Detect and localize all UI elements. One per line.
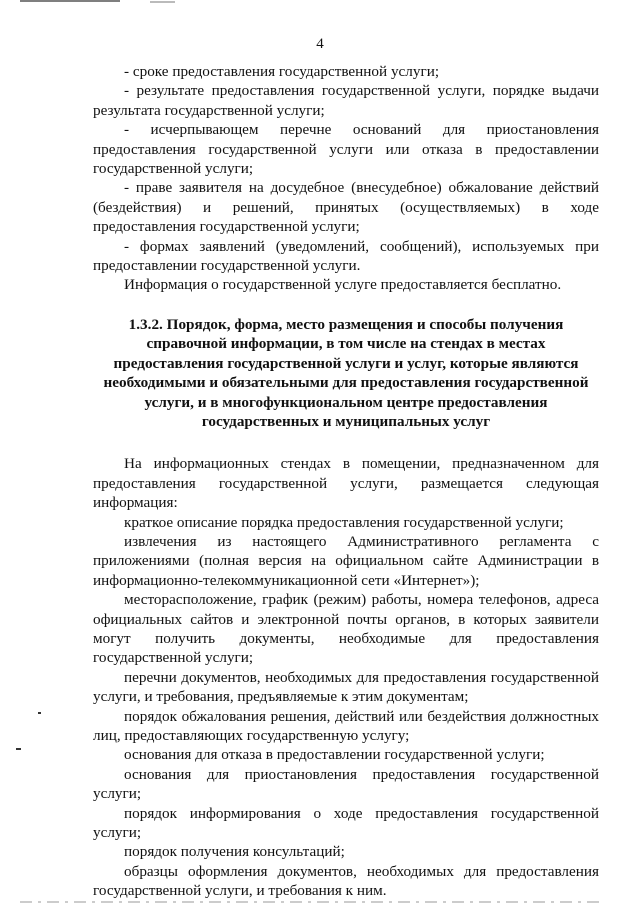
list-item: извлечения из настоящего Административного регламента с приложениями (полная версия на официальном сайте Администрации в информационно-телекоммуникационной сети «Интернет»); (93, 532, 599, 589)
list-item: краткое описание порядка предоставления государственной услуги; (124, 513, 564, 531)
section-heading: 1.3.2. Порядок, форма, место размещения и способы получения справочной информации, в том числе на стендах в местах предоставления государственной услуги и услуг, которые являются необходимыми и обязательными для предоставления государственной услуги, и в многофункциональном центре предоставления государственных и муниципальных услуг (103, 315, 589, 430)
page-number: 4 (316, 36, 324, 52)
list-item: - формах заявлений (уведомлений, сообщений), используемых при предоставлении государственной услуги. (93, 237, 599, 275)
list-item: перечни документов, необходимых для предоставления государственной услуги, и требования, предъявляемые к этим документам; (93, 668, 599, 706)
list-item: образцы оформления документов, необходимых для предоставления государственной услуги, и требования к ним. (93, 862, 599, 900)
section-intro: На информационных стендах в помещении, предназначенном для предоставления государственной услуги, размещается следующая информация: (93, 455, 599, 512)
margin-mark (16, 748, 21, 750)
list-item: основания для отказа в предоставлении государственной услуги; (124, 746, 545, 764)
list-item: месторасположение, график (режим) работы, номера телефонов, адреса официальных сайтов и электронной почты органов, в которых заявители могут получить документы, необходимые для предоставления государственной услуги; (93, 591, 599, 667)
margin-mark (38, 712, 41, 714)
list-item: - праве заявителя на досудебное (внесудебное) обжалование действий (бездействия) и решений, принятых (осуществляемых) в ходе предоставления государственной услуги; (93, 179, 599, 236)
list-item: - результате предоставления государственной услуги, порядке выдачи результата государственной услуги; (93, 82, 599, 119)
list-item: - исчерпывающем перечне оснований для приостановления предоставления государственной услуги или отказа в предоставлении государственной услуги; (93, 121, 599, 178)
list-item: порядок получения консультаций; (124, 843, 345, 861)
list-item: основания для приостановления предоставления государственной услуги; (93, 765, 599, 803)
document-body (93, 62, 599, 901)
scan-edge-bottom (0, 895, 640, 905)
free-info-note: Информация о государственной услуге предоставляется бесплатно. (124, 276, 562, 294)
scan-edge-top (0, 0, 640, 10)
list-item: - сроке предоставления государственной услуги; (124, 63, 440, 80)
list-item: порядок обжалования решения, действий или бездействия должностных лиц, предоставляющих государственную услугу; (93, 707, 599, 744)
list-item: порядок информирования о ходе предоставления государственной услуги; (93, 804, 599, 842)
